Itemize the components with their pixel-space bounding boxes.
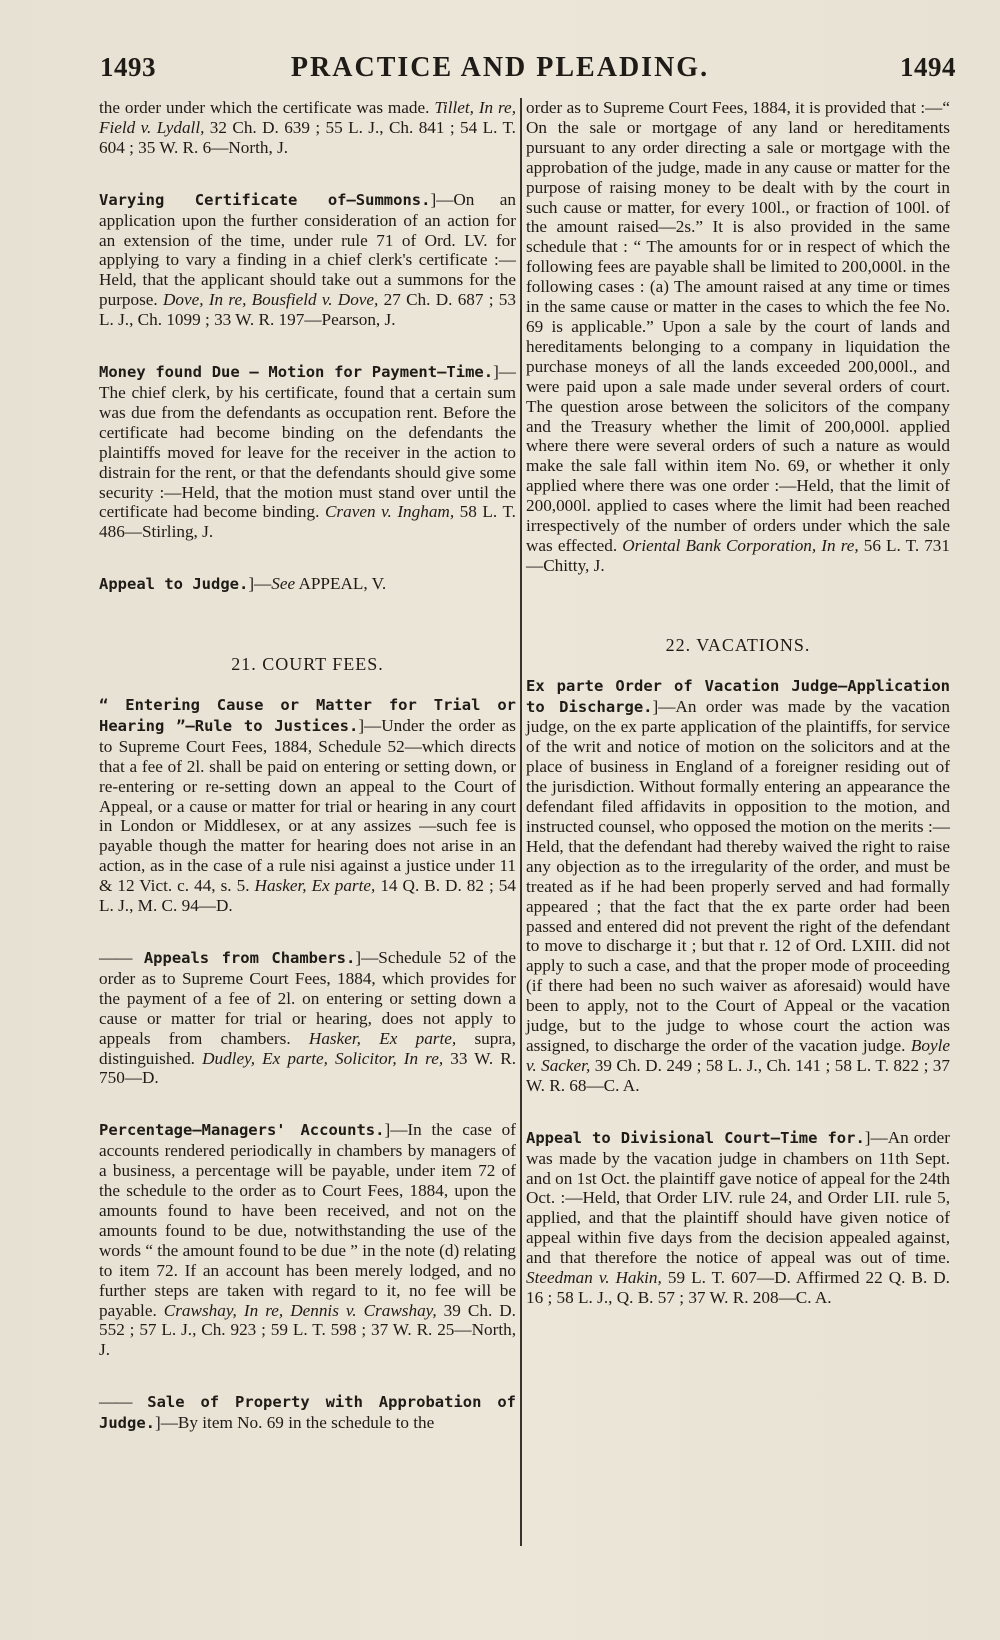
case-citation: Hasker, Ex parte, <box>254 876 376 896</box>
citation-reference: 32 Ch. D. 639 ; 55 L. J., Ch. 841 ; 54 L. T. 604 ; 35 W. R. 6—North, J. <box>99 117 516 157</box>
entry-entering-cause <box>99 695 516 916</box>
entry-varying-certificate <box>99 190 516 330</box>
entry-heading: “ Entering Cause or Matter for Trial or Hearing ”—Rule to Justices. <box>99 696 516 735</box>
paragraph-text: order as to Supreme Court Fees, 1884, it is provided that :—“ On the sale or mortgage of any land or hereditaments pursuant to any order directing a sale or mortgage with the approbation of the judge, made in any cause or matter for the purpose of raising money to be dealt with by the court in such cause or matter, for every 100l., or fraction of 100l. of the amount raised—2s.” It is also provided in the same schedule that : “ The amounts for or in respect of which the following fees are payable shall be limited to 200,000l. in the following cases : (a) The amount raised at any time or times in the same cause or matter in the cases to which the fee No. 69 is applicable.” Upon a sale by the court of lands and hereditaments belonging to a company in liquidation the purchase moneys of all the lands exceeded 200,000l., and were paid upon a sale made under several orders of court. The question arose between the solicitors of the company and the Treasury whether the limit of 200,000l. applied where there were several orders of such a nature as would make the sale fall within item No. 69, or whether it only applied where there was one order :—Held, that the limit of 200,000l. applied to cases where the limit had been reached irrespectively of the number of orders under which the sale was effected. <box>526 98 950 555</box>
section-title-vacations: 22. VACATIONS. <box>665 634 811 655</box>
entry-heading: Varying Certificate of—Summons. <box>99 190 431 209</box>
paragraph-text: ]—On an application upon the further consideration of an action for an extension of the time, under rule 71 of Ord. LV. for applying to vary a finding in a chief clerk's certificate :—Held, that the applicant should take out a summons for the purpose. <box>99 189 516 310</box>
paragraph-text: ]—Schedule 52 of the order as to Supreme Court Fees, 1884, which provides for the payment of a fee of 2l. on entering or setting down a cause or matter for trial or hearing, does not apply to appeals from chambers. <box>99 948 516 1048</box>
paragraph-text: ]—In the case of accounts rendered periodically in chambers by managers of a business, a percentage will be payable, under item 72 of the schedule to the order as to Court Fees, 1884, upon the amounts found to have been received, and not on the amounts found to be due, notwithstanding the use of the words “ the amount found to be due ” in the note (d) relating to item 72. If an account has been merely lodged, and no further steps are taken with regard to it, no fee will be payable. <box>99 1120 516 1320</box>
case-citation: Dove, In re, Bousfield v. Dove, <box>163 290 379 310</box>
page-number-right: 1494 <box>900 52 956 82</box>
paragraph-text: ]—An order was made by the vacation judge, on the ex parte application of the plaintiffs, for service of the writ and notice of motion on the solicitors and at the place of business in England of a foreigner residing out of the jurisdiction. Without formally entering an appearance the defendant filed affidavits in opposition to the motion, and instructed counsel, who opposed the motion on the merits :—Held, that the defendant had thereby waived the right to raise any objection as to the irregularity of the order, and must be treated as if he had been properly served and had formally appeared ; that the fact that the ex parte order had been passed and entered did not prevent the right of the defendant to move to discharge it ; but that r. 12 of Ord. LXIII. did not apply to such a case, and that the proper mode of proceeding (if there had been no such waiver as aforesaid) would have been to apply, not to the Court of Appeal or the vacation judge, but to the judge to whose court the action was assigned, to discharge the order of the vacation judge. <box>526 696 950 1055</box>
entry-heading: Sale of Property with Approbation of Judge. <box>99 1393 516 1433</box>
citation-reference: 39 Ch. D. 249 ; 58 L. J., Ch. 141 ; 58 L. T. 822 ; 37 W. R. 68—C. A. <box>526 1055 950 1095</box>
paragraph-text: ]— <box>248 574 272 594</box>
entry-sale-continued <box>526 98 950 576</box>
citation-reference: 39 Ch. D. 552 ; 57 L. J., Ch. 923 ; 59 L. T. 598 ; 37 W. R. 25—North, J. <box>99 1300 516 1360</box>
case-citation: Craven v. Ingham, <box>324 502 455 522</box>
continuation-dash: —— <box>99 1392 132 1412</box>
case-citation: Hasker, Ex parte, <box>308 1028 457 1048</box>
entry-appeal-divisional-court <box>526 1128 950 1308</box>
paragraph-text: the order under which the certificate was made. <box>99 98 435 117</box>
entry-sale-of-property <box>99 1392 516 1434</box>
citation-reference: 33 W. R. 750—D. <box>99 1048 517 1088</box>
citation-reference: 27 Ch. D. 687 ; 53 L. J., Ch. 1099 ; 33 W. R. 197—Pearson, J. <box>99 290 516 330</box>
column-divider <box>520 98 522 1546</box>
citation-reference: 14 Q. B. D. 82 ; 54 L. J., M. C. 94—D. <box>99 876 516 916</box>
case-citation: Dudley, Ex parte, Solicitor, In re, <box>202 1048 444 1068</box>
entry-percentage <box>99 1120 516 1360</box>
entry-heading: Appeal to Divisional Court—Time for. <box>526 1128 865 1147</box>
entry-appeal-to-judge <box>99 574 516 595</box>
paragraph-text: supra, distinguished. <box>99 1028 516 1068</box>
continuation-dash: —— <box>99 948 132 967</box>
page-number-left: 1493 <box>100 52 156 82</box>
case-citation: Oriental Bank Corporation, In re, <box>622 535 859 555</box>
citation-reference: 58 L. T. 486—Stirling, J. <box>99 502 516 542</box>
entry-ex-parte-order <box>526 676 950 1096</box>
case-citation: Steedman v. Hakin, <box>526 1268 662 1288</box>
entry-heading: Percentage—Managers' Accounts. <box>99 1121 385 1140</box>
running-title: PRACTICE AND PLEADING. <box>290 52 710 83</box>
entry-heading: Money found Due — Motion for Payment—Time. <box>99 363 494 382</box>
paragraph-text: ]—Under the order as to Supreme Court Fees, 1884, Schedule 52—which directs that a fee of 2l. shall be paid on entering or setting down, or re-entering or re-setting down an appeal to the Court of Appeal, or a cause or matter for trial or hearing in any court in London or Middlesex, or at any assizes —such fee is payable though the matter for hearing does not arise in an action, as in the case of a rule nisi against a justice under 11 & 12 Vict. c. 44, s. 5. <box>99 715 516 896</box>
case-citation: Boyle v. Sacker, <box>526 1035 950 1075</box>
entry-heading: Ex parte Order of Vacation Judge—Application to Discharge. <box>526 676 950 716</box>
entry-heading: Appeals from Chambers. <box>131 949 356 967</box>
paragraph-text: ]—An order was made by the vacation judge in chambers on 11th Sept. and on 1st Oct. the plaintiff gave notice of appeal for the 24th Oct. :—Held, that Order LIV. rule 24, and Order LII. rule 5, applied, and that the plaintiff should have given notice of appeal within five days from the decision appealed against, and that therefore the notice of appeal was out of time. <box>526 1127 950 1268</box>
citation-reference: 59 L. T. 607—D. Affirmed 22 Q. B. D. 16 ; 58 L. J., Q. B. 57 ; 37 W. R. 208—C. A. <box>526 1268 950 1307</box>
cross-reference: APPEAL, V. <box>295 574 387 594</box>
case-citation: Tillet, In re, Field v. Lydall, <box>99 98 516 137</box>
entry-heading: Appeal to Judge. <box>99 575 249 594</box>
case-citation: Crawshay, In re, Dennis v. Crawshay, <box>163 1300 437 1320</box>
left-column <box>99 98 516 1434</box>
section-title-court-fees: 21. COURT FEES. <box>231 654 384 675</box>
paragraph-text: ]—The chief clerk, by his certificate, found that a certain sum was due from the defendants as occupation rent. Before the certificate had become binding on the defendants the plaintiffs moved for leave for the receiver in the action to distrain for the rent, or that the defendants should give some security :—Held, that the motion must stand over until the certificate had become binding. <box>99 362 516 522</box>
paragraph-text: ]—By item No. 69 in the schedule to the <box>155 1413 435 1433</box>
entry-appeals-from-chambers <box>99 948 516 1088</box>
intro-paragraph <box>99 98 516 158</box>
right-column <box>526 98 950 1308</box>
citation-reference: 56 L. T. 731—Chitty, J. <box>526 535 950 575</box>
see-reference: See <box>271 574 296 594</box>
entry-money-found-due <box>99 362 516 542</box>
